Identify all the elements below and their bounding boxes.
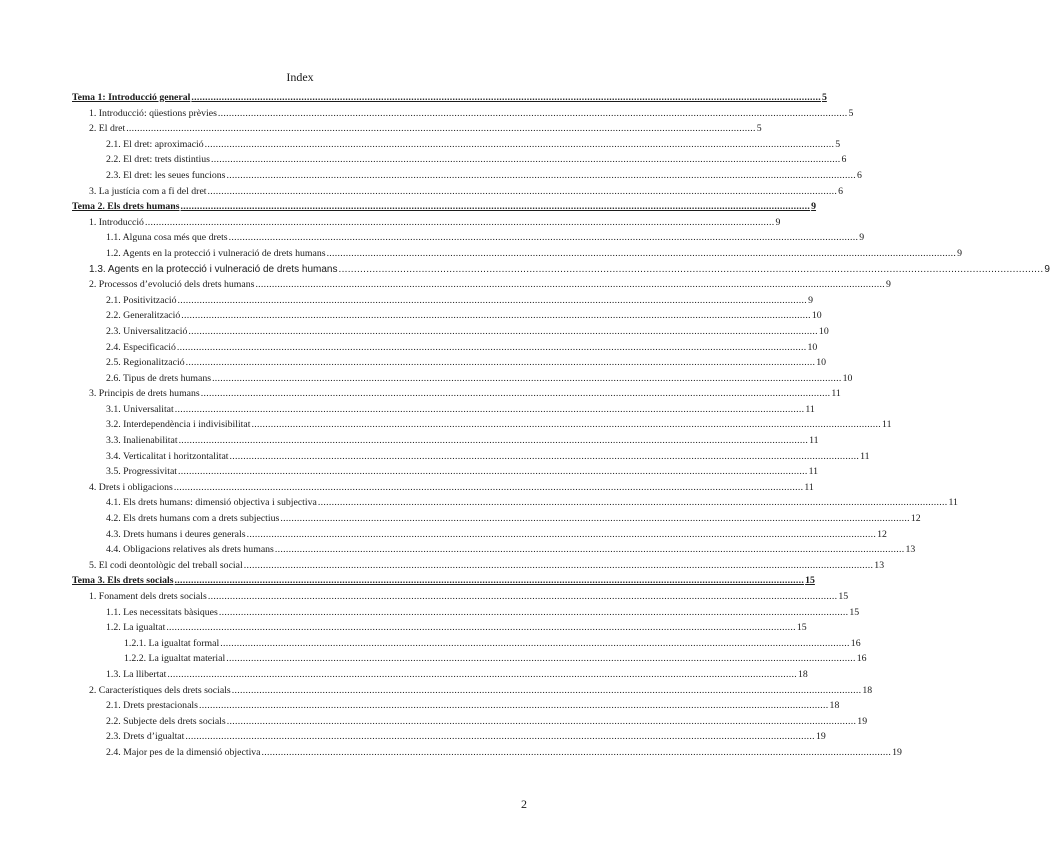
toc-entry[interactable]: [72, 403, 815, 420]
toc-entry-page: 10: [807, 341, 818, 353]
page-number: 2: [521, 797, 527, 811]
toc-entry-page: 9: [957, 247, 963, 259]
toc-entry[interactable]: [72, 310, 822, 326]
toc-leader-dots: [175, 404, 805, 415]
toc-entry-page: 18: [862, 684, 873, 696]
toc-entry[interactable]: [72, 435, 819, 451]
toc-entry-label: 3. La justícia com a fi del dret: [89, 185, 207, 197]
toc-entry-label: 2. El dret: [89, 123, 126, 135]
toc-leader-dots: [251, 419, 881, 430]
toc-entry-page: 11: [831, 388, 841, 400]
toc-entry-label: 2.3. Universalització: [106, 325, 188, 337]
toc-section-entry[interactable]: [72, 92, 827, 108]
toc-entry-label: 2.2. Subjecte dels drets socials: [106, 715, 226, 727]
toc-entry-label: Tema 3. Els drets socials: [72, 575, 174, 587]
toc-entry-label: 1. Introducció: qüestions prèvies: [89, 107, 217, 119]
toc-entry[interactable]: [72, 388, 841, 404]
toc-entry-label: 2.5. Regionalització: [106, 357, 185, 369]
toc-entry-page: 5: [835, 138, 841, 150]
toc-entry-page: 11: [804, 481, 814, 493]
table-of-contents: [72, 92, 1050, 763]
toc-entry-label: 2.4. Especificació: [106, 341, 176, 353]
toc-entry-label: 2.3. Drets d’igualtat: [106, 731, 185, 743]
toc-entry[interactable]: [72, 232, 865, 248]
toc-entry[interactable]: [72, 247, 963, 264]
toc-entry-label: 1. Fonament dels drets socials: [89, 591, 207, 602]
toc-entry[interactable]: [72, 154, 847, 170]
toc-entry-page: 10: [811, 310, 822, 322]
toc-entry[interactable]: [72, 684, 873, 701]
toc-entry[interactable]: [72, 513, 921, 529]
toc-entry-label: 1.3. La llibertat: [106, 668, 167, 680]
toc-leader-dots: [218, 108, 848, 119]
toc-leader-dots: [181, 201, 811, 212]
toc-leader-dots: [166, 622, 796, 633]
toc-entry-page: 15: [838, 591, 849, 602]
toc-leader-dots: [211, 154, 841, 165]
toc-entry-label: 1.3. Agents en la protecció i vulneració de drets humans: [89, 263, 338, 275]
toc-leader-dots: [185, 731, 815, 742]
toc-entry-page: 11: [809, 435, 819, 447]
toc-entry-label: 2.1. El dret: aproximació: [106, 138, 204, 150]
toc-entry[interactable]: [72, 544, 916, 560]
toc-leader-dots: [167, 669, 797, 680]
toc-entry[interactable]: [72, 279, 891, 295]
toc-entry-page: 9: [808, 294, 813, 306]
toc-entry-page: 13: [905, 544, 916, 556]
toc-entry[interactable]: [72, 341, 818, 358]
toc-entry-page: 5: [821, 92, 827, 103]
toc-leader-dots: [327, 248, 957, 259]
toc-entry-label: 1.2.1. La igualtat formal: [124, 637, 220, 649]
toc-entry-page: 16: [856, 653, 867, 665]
toc-entry-label: 1.2.2. La igualtat material: [124, 653, 226, 665]
toc-entry-label: 1.2. La igualtat: [106, 622, 166, 634]
toc-entry-label: 3.1. Universalitat: [106, 403, 174, 415]
toc-leader-dots: [208, 186, 838, 197]
toc-leader-dots: [227, 716, 857, 727]
toc-entry[interactable]: [72, 731, 826, 747]
toc-entry[interactable]: [72, 528, 887, 545]
toc-entry-page: 9: [1044, 263, 1050, 275]
toc-entry-page: 6: [857, 169, 862, 181]
toc-entry-label: 5. El codi deontològic del treball social: [89, 559, 243, 571]
toc-leader-dots: [177, 295, 807, 306]
toc-leader-dots: [247, 529, 877, 540]
toc-entry[interactable]: [72, 591, 849, 607]
toc-entry-label: 1.1. Alguna cosa més que drets: [106, 232, 228, 244]
toc-leader-dots: [188, 326, 818, 337]
toc-section-entry[interactable]: [72, 201, 817, 217]
toc-leader-dots: [205, 139, 835, 150]
toc-entry-page: 9: [775, 216, 781, 228]
toc-entry-page: 9: [811, 201, 817, 213]
toc-entry[interactable]: [72, 559, 885, 576]
toc-entry[interactable]: [72, 497, 958, 513]
toc-leader-dots: [126, 123, 756, 134]
toc-entry-label: 3. Principis de drets humans: [89, 388, 200, 400]
toc-leader-dots: [338, 264, 1043, 275]
toc-entry[interactable]: [72, 466, 819, 482]
toc-leader-dots: [280, 513, 910, 524]
toc-entry[interactable]: [72, 263, 1050, 280]
toc-entry[interactable]: [72, 325, 829, 342]
toc-entry[interactable]: [72, 185, 844, 202]
toc-entry-label: 3.2. Interdependència i indivisibilitat: [106, 419, 251, 431]
toc-entry-label: 4.3. Drets humans i deures generals: [106, 528, 246, 540]
toc-entry-page: 11: [860, 450, 870, 462]
toc-entry-label: 2.3. El dret: les seues funcions: [106, 169, 226, 181]
toc-entry[interactable]: [72, 169, 862, 186]
toc-leader-dots: [255, 279, 885, 290]
toc-leader-dots: [244, 560, 874, 571]
toc-entry-page: 19: [815, 731, 826, 743]
toc-entry-label: 2.6. Tipus de drets humans: [106, 372, 212, 384]
toc-entry[interactable]: [72, 138, 841, 155]
toc-entry-label: 2.2. Generalització: [106, 310, 181, 322]
toc-leader-dots: [226, 170, 856, 181]
toc-entry-label: Tema 2. Els drets humans: [72, 201, 180, 213]
toc-leader-dots: [230, 451, 860, 462]
toc-entry-page: 11: [808, 466, 819, 478]
toc-entry-label: 3.4. Verticalitat i horitzontalitat: [106, 450, 229, 462]
toc-leader-dots: [232, 685, 862, 696]
toc-entry[interactable]: [72, 123, 762, 139]
toc-leader-dots: [181, 310, 811, 321]
toc-leader-dots: [186, 357, 816, 368]
toc-entry-page: 11: [805, 403, 815, 415]
toc-entry-label: 4.2. Els drets humans com a drets subjectius: [106, 513, 280, 525]
toc-entry-label: 2. Processos d’evolució dels drets humans: [89, 279, 255, 291]
toc-entry-label: 4. Drets i obligacions: [89, 481, 173, 493]
toc-entry-label: 3.3. Inalienabilitat: [106, 435, 178, 447]
toc-leader-dots: [174, 482, 804, 493]
toc-entry-page: 12: [877, 528, 887, 540]
toc-entry-label: 2.1. Positivització: [106, 294, 177, 306]
toc-entry-page: 13: [874, 559, 885, 571]
toc-entry-page: 19: [857, 715, 868, 727]
toc-entry[interactable]: [72, 481, 814, 498]
toc-leader-dots: [145, 217, 775, 228]
toc-entry-page: 9: [886, 279, 891, 291]
toc-entry[interactable]: [72, 450, 870, 467]
toc-entry-page: 6: [838, 185, 844, 197]
toc-entry[interactable]: [72, 606, 860, 623]
toc-entry[interactable]: [72, 294, 813, 311]
toc-leader-dots: [275, 544, 905, 555]
toc-leader-dots: [208, 591, 838, 602]
toc-entry-page: 9: [859, 232, 865, 244]
toc-entry-label: 2.4. Major pes de la dimensió objectiva: [106, 746, 261, 758]
toc-leader-dots: [177, 342, 807, 353]
toc-entry-page: 5: [756, 123, 762, 135]
toc-leader-dots: [212, 373, 842, 384]
toc-entry[interactable]: [72, 357, 826, 373]
toc-leader-dots: [175, 575, 805, 586]
page-title: Index: [286, 70, 314, 84]
toc-leader-dots: [220, 638, 850, 649]
toc-leader-dots: [262, 747, 892, 758]
toc-entry-page: 6: [841, 154, 847, 166]
toc-entry-page: 19: [892, 746, 902, 758]
toc-leader-dots: [179, 435, 809, 446]
toc-entry[interactable]: [72, 715, 868, 732]
toc-leader-dots: [226, 653, 856, 664]
toc-leader-dots: [178, 466, 808, 477]
toc-leader-dots: [229, 232, 859, 243]
toc-leader-dots: [318, 497, 948, 508]
toc-entry-label: 1.2. Agents en la protecció i vulneració de drets humans: [106, 247, 326, 259]
toc-entry-label: Tema 1: Introducció general: [72, 92, 191, 103]
toc-entry[interactable]: [72, 622, 807, 638]
toc-section-entry[interactable]: [72, 575, 815, 591]
toc-entry-label: 4.1. Els drets humans: dimensió objectiva i subjectiva: [106, 497, 317, 509]
toc-entry[interactable]: [72, 653, 867, 669]
toc-entry-page: 12: [910, 513, 921, 525]
toc-entry[interactable]: [72, 668, 808, 685]
toc-leader-dots: [201, 388, 831, 399]
toc-entry[interactable]: [72, 637, 861, 654]
toc-entry-page: 16: [850, 637, 861, 649]
toc-entry-page: 11: [948, 497, 958, 509]
toc-entry[interactable]: [72, 700, 840, 716]
toc-leader-dots: [219, 607, 849, 618]
toc-entry-page: 15: [849, 606, 860, 618]
toc-entry-label: 1. Introducció: [89, 216, 144, 228]
toc-entry-label: 2.1. Drets prestacionals: [106, 700, 198, 712]
toc-entry-page: 15: [805, 575, 815, 587]
toc-entry[interactable]: [72, 107, 854, 124]
toc-entry-page: 18: [797, 668, 808, 680]
toc-leader-dots: [199, 700, 829, 711]
toc-entry-label: 3.5. Progressivitat: [106, 466, 178, 478]
toc-entry-page: 5: [848, 107, 854, 119]
toc-leader-dots: [191, 92, 821, 103]
toc-entry[interactable]: [72, 372, 853, 389]
toc-entry-page: 15: [796, 622, 807, 634]
toc-entry-page: 10: [818, 325, 829, 337]
toc-entry-label: 2.2. El dret: trets distintius: [106, 154, 210, 166]
toc-entry-page: 18: [829, 700, 840, 712]
toc-entry-label: 1.1. Les necessitats bàsiques: [106, 606, 218, 618]
toc-entry[interactable]: [72, 746, 902, 763]
toc-entry-page: 10: [842, 372, 853, 384]
toc-entry-page: 10: [816, 357, 826, 369]
toc-entry[interactable]: [72, 216, 781, 233]
toc-entry-page: 11: [882, 419, 892, 431]
toc-entry-label: 2. Característiques dels drets socials: [89, 684, 231, 696]
toc-entry[interactable]: [72, 419, 892, 435]
toc-entry-label: 4.4. Obligacions relatives als drets humans: [106, 544, 274, 556]
